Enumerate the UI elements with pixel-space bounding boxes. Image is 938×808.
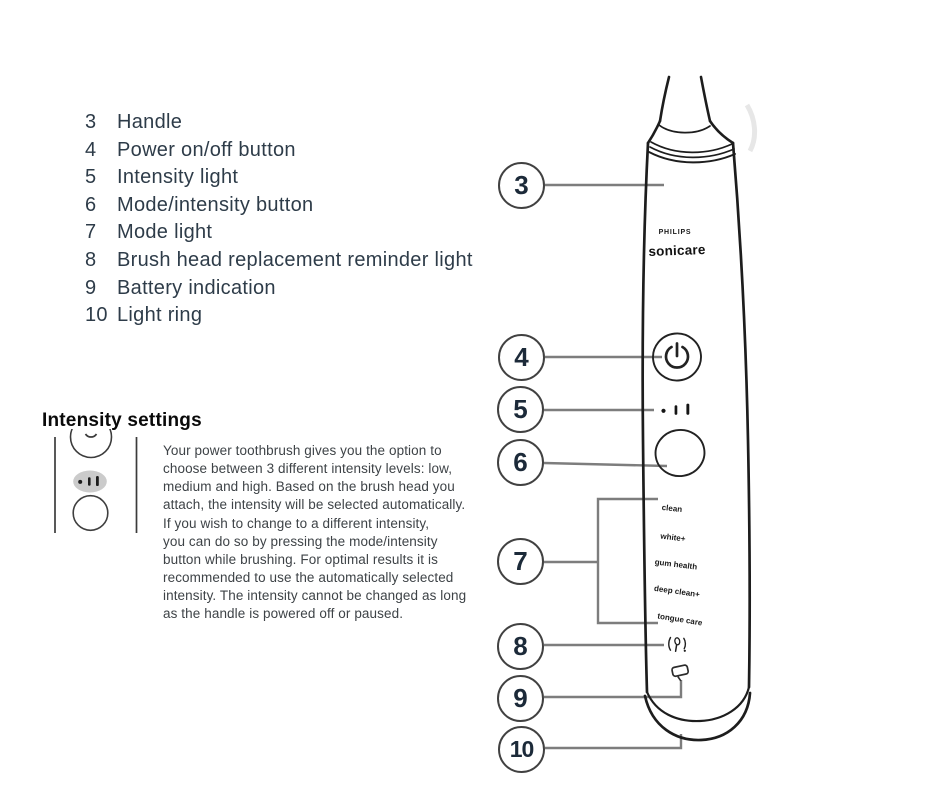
collar-curve bbox=[659, 125, 710, 133]
body-line: you can do so by pressing the mode/intensity bbox=[163, 533, 438, 549]
part-number: 8 bbox=[85, 248, 97, 271]
part-number: 6 bbox=[85, 193, 97, 216]
callout-5-intensity-light bbox=[497, 386, 544, 433]
collar-ring-1 bbox=[651, 142, 732, 152]
callout-line-battery bbox=[544, 680, 681, 697]
battery-icon bbox=[672, 665, 689, 681]
mode-label-tongue-care: tongue care bbox=[656, 611, 704, 628]
section-heading: Intensity settings bbox=[42, 410, 202, 431]
mode-intensity-button bbox=[652, 426, 708, 480]
part-label: Mode light bbox=[117, 221, 213, 244]
flare-left bbox=[648, 121, 660, 143]
callout-number: 10 bbox=[509, 736, 534, 762]
callout-line-light-ring bbox=[545, 734, 681, 748]
part-label: Battery indication bbox=[117, 276, 276, 299]
part-label: Light ring bbox=[117, 304, 203, 327]
part-number: 3 bbox=[85, 111, 97, 133]
mode-label-clean: clean bbox=[661, 502, 683, 515]
callout-number: 7 bbox=[513, 546, 528, 576]
body-line: intensity. The intensity cannot be changed as long bbox=[163, 588, 467, 604]
callout-7-mode-light bbox=[497, 538, 544, 585]
callout-8-reminder-light bbox=[497, 623, 544, 670]
callout-number: 3 bbox=[514, 170, 529, 200]
callout-number: 6 bbox=[513, 447, 528, 477]
mode-label-deep-clean: deep clean+ bbox=[653, 583, 701, 600]
callout-number: 5 bbox=[513, 394, 528, 424]
body-line: If you wish to change to a different intensity, bbox=[163, 515, 430, 531]
brand-sonicare: sonicare bbox=[648, 242, 706, 259]
intensity-light-icon bbox=[661, 404, 689, 415]
neck-left bbox=[660, 77, 669, 121]
part-label: Power on/off button bbox=[117, 138, 296, 161]
body-line: attach, the intensity will be selected automatically. bbox=[163, 497, 466, 513]
body-line: choose between 3 different intensity levels: low, bbox=[163, 461, 453, 477]
bottom-seam bbox=[647, 687, 749, 721]
handle-outline bbox=[643, 77, 750, 740]
body-left-edge bbox=[643, 143, 648, 692]
body-line: medium and high. Based on the brush head you bbox=[163, 479, 455, 495]
part-number: 7 bbox=[85, 221, 97, 244]
power-icon bbox=[666, 344, 688, 368]
body-line: Your power toothbrush gives you the option to bbox=[163, 443, 442, 458]
body-line: as the handle is powered off or paused. bbox=[163, 606, 404, 622]
body-line: button while brushing. For optimal results it is bbox=[163, 551, 438, 567]
mode-label-gum-health: gum health bbox=[654, 557, 698, 572]
callout-number: 8 bbox=[513, 631, 528, 661]
callout-6-mode-button bbox=[497, 439, 544, 486]
callout-4-power-button bbox=[498, 334, 545, 381]
mode-label-white: white+ bbox=[659, 531, 686, 544]
part-label: Intensity light bbox=[117, 166, 239, 189]
callout-line-mode-button bbox=[544, 463, 667, 466]
callout-3-handle bbox=[498, 162, 545, 209]
part-number: 10 bbox=[85, 304, 108, 327]
brush-head-reminder-icon bbox=[669, 637, 686, 651]
callout-number: 9 bbox=[513, 683, 528, 713]
callout-10-light-ring bbox=[498, 726, 545, 773]
callout-number: 4 bbox=[514, 342, 529, 372]
neck-right bbox=[701, 77, 710, 121]
mode-labels bbox=[654, 503, 704, 628]
light-ring bbox=[645, 693, 750, 740]
part-label: Handle bbox=[117, 111, 183, 133]
body-line: recommended to use the automatically selected bbox=[163, 570, 454, 586]
flare-right bbox=[710, 121, 733, 143]
brand-philips: PHILIPS bbox=[658, 229, 692, 236]
part-number: 4 bbox=[85, 138, 97, 161]
part-number: 5 bbox=[85, 166, 97, 189]
mode-light-bracket bbox=[598, 499, 658, 623]
part-number: 9 bbox=[85, 276, 97, 299]
body-right-edge bbox=[733, 143, 750, 687]
part-label: Mode/intensity button bbox=[117, 193, 314, 216]
part-label: Brush head replacement reminder light bbox=[117, 248, 473, 271]
callout-9-battery bbox=[497, 675, 544, 722]
scan-artifact bbox=[747, 105, 755, 151]
